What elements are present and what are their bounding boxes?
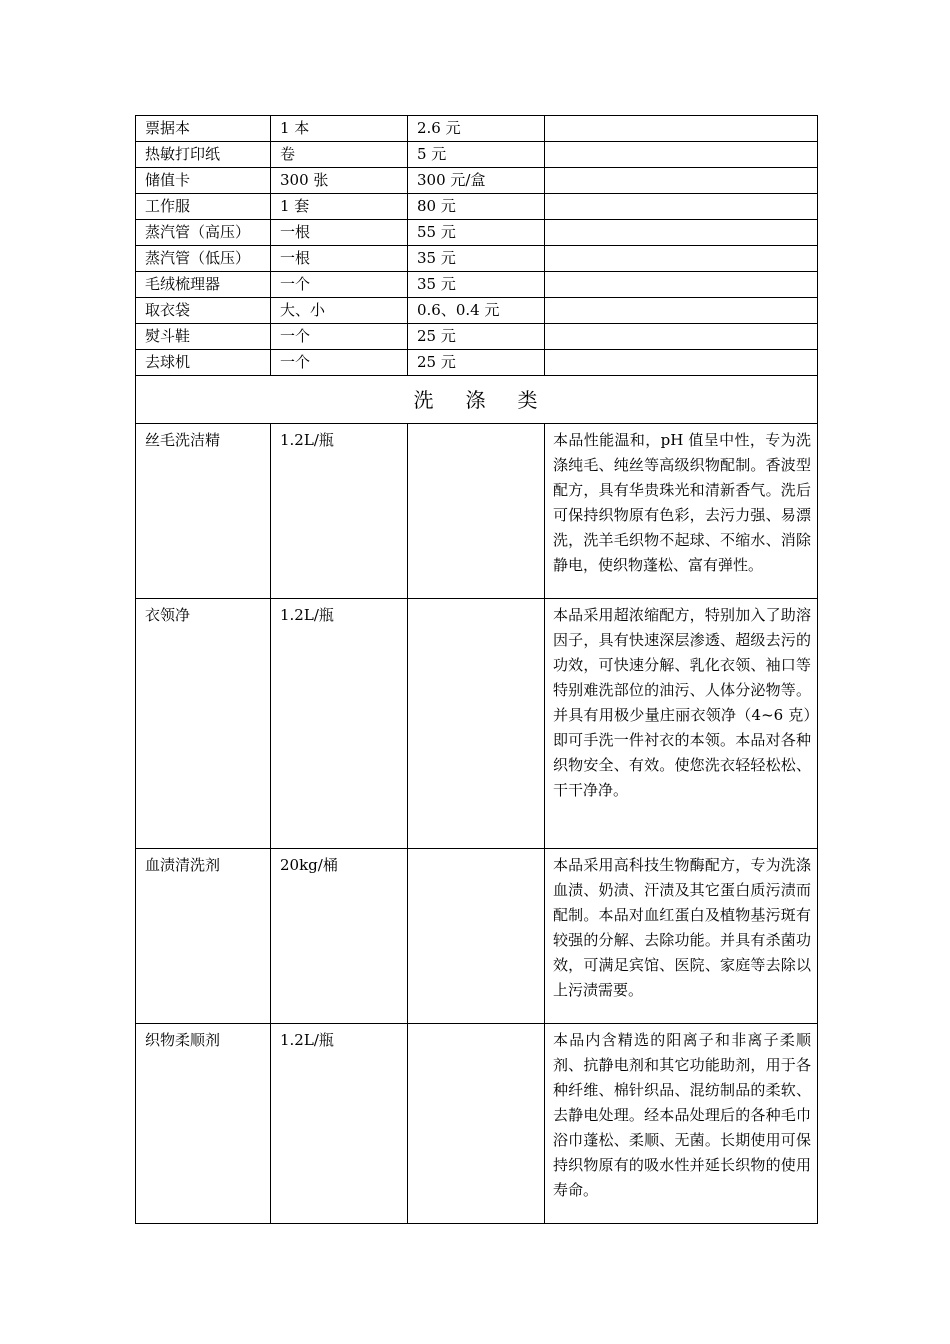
product-unit: 20kg/桶 [271, 849, 408, 1024]
table-row [136, 272, 818, 298]
product-name: 丝毛洗洁精 [136, 424, 271, 599]
table-row [136, 599, 818, 849]
item-name: 热敏打印纸 [136, 142, 271, 168]
product-name: 血渍清洗剂 [136, 849, 271, 1024]
item-unit: 大、小 [271, 298, 408, 324]
item-unit: 一个 [271, 324, 408, 350]
item-name: 蒸汽管（低压） [136, 246, 271, 272]
table-row [136, 194, 818, 220]
table-row [136, 298, 818, 324]
item-note [545, 272, 818, 298]
item-name: 熨斗鞋 [136, 324, 271, 350]
item-price: 300 元/盒 [408, 168, 545, 194]
table-row [136, 324, 818, 350]
item-unit: 一根 [271, 246, 408, 272]
product-description: 本品采用超浓缩配方，特别加入了助溶因子，具有快速深层渗透、超级去污的功效，可快速分解、乳化衣领、袖口等特别难洗部位的油污、人体分泌物等。并具有用极少量庄丽衣领净（4~6 克）即可手洗一件衬衣的本领。本品对各种织物安全、有效。使您洗衣轻轻松松、干干净净。 [545, 599, 818, 849]
item-name: 蒸汽管（高压） [136, 220, 271, 246]
item-note [545, 116, 818, 142]
item-name: 取衣袋 [136, 298, 271, 324]
item-price: 25 元 [408, 324, 545, 350]
item-note [545, 142, 818, 168]
item-name: 储值卡 [136, 168, 271, 194]
product-price [408, 424, 545, 599]
item-note [545, 246, 818, 272]
item-price: 0.6、0.4 元 [408, 298, 545, 324]
item-unit: 卷 [271, 142, 408, 168]
item-note [545, 324, 818, 350]
product-unit: 1.2L/瓶 [271, 1024, 408, 1224]
item-name: 票据本 [136, 116, 271, 142]
item-unit: 一个 [271, 272, 408, 298]
product-description: 本品采用高科技生物酶配方，专为洗涤血渍、奶渍、汗渍及其它蛋白质污渍而配制。本品对血红蛋白及植物基污斑有较强的分解、去除功能。并具有杀菌功效，可满足宾馆、医院、家庭等去除以上污渍需要。 [545, 849, 818, 1024]
item-note [545, 168, 818, 194]
item-price: 55 元 [408, 220, 545, 246]
item-price: 25 元 [408, 350, 545, 376]
item-name: 工作服 [136, 194, 271, 220]
item-unit: 一根 [271, 220, 408, 246]
table-row [136, 168, 818, 194]
table-row [136, 1024, 818, 1224]
table-row [136, 116, 818, 142]
product-description: 本品性能温和，pH 值呈中性，专为洗涤纯毛、纯丝等高级织物配制。香波型配方，具有华贵珠光和清新香气。洗后可保持织物原有色彩，去污力强、易漂洗，洗羊毛织物不起球、不缩水、消除静电，使织物蓬松、富有弹性。 [545, 424, 818, 599]
product-name: 衣领净 [136, 599, 271, 849]
item-price: 35 元 [408, 272, 545, 298]
table-row [136, 142, 818, 168]
item-unit: 一个 [271, 350, 408, 376]
item-price: 35 元 [408, 246, 545, 272]
item-note [545, 220, 818, 246]
item-note [545, 298, 818, 324]
table-row [136, 220, 818, 246]
product-price-table [135, 115, 818, 1224]
item-price: 5 元 [408, 142, 545, 168]
table-row [136, 350, 818, 376]
item-unit: 1 套 [271, 194, 408, 220]
product-unit: 1.2L/瓶 [271, 424, 408, 599]
item-note [545, 350, 818, 376]
table-row [136, 424, 818, 599]
item-note [545, 194, 818, 220]
item-name: 去球机 [136, 350, 271, 376]
item-unit: 300 张 [271, 168, 408, 194]
product-name: 织物柔顺剂 [136, 1024, 271, 1224]
item-price: 2.6 元 [408, 116, 545, 142]
product-price [408, 849, 545, 1024]
product-price [408, 1024, 545, 1224]
section-header-row [136, 376, 818, 424]
product-description: 本品内含精选的阳离子和非离子柔顺剂、抗静电剂和其它功能助剂，用于各种纤维、棉针织品、混纺制品的柔软、去静电处理。经本品处理后的各种毛巾浴巾蓬松、柔顺、无菌。长期使用可保持织物原有的吸水性并延长织物的使用寿命。 [545, 1024, 818, 1224]
item-unit: 1 本 [271, 116, 408, 142]
item-price: 80 元 [408, 194, 545, 220]
item-name: 毛绒梳理器 [136, 272, 271, 298]
table-row [136, 849, 818, 1024]
product-price [408, 599, 545, 849]
table-row [136, 246, 818, 272]
section-title: 洗涤类 [136, 376, 818, 424]
product-unit: 1.2L/瓶 [271, 599, 408, 849]
